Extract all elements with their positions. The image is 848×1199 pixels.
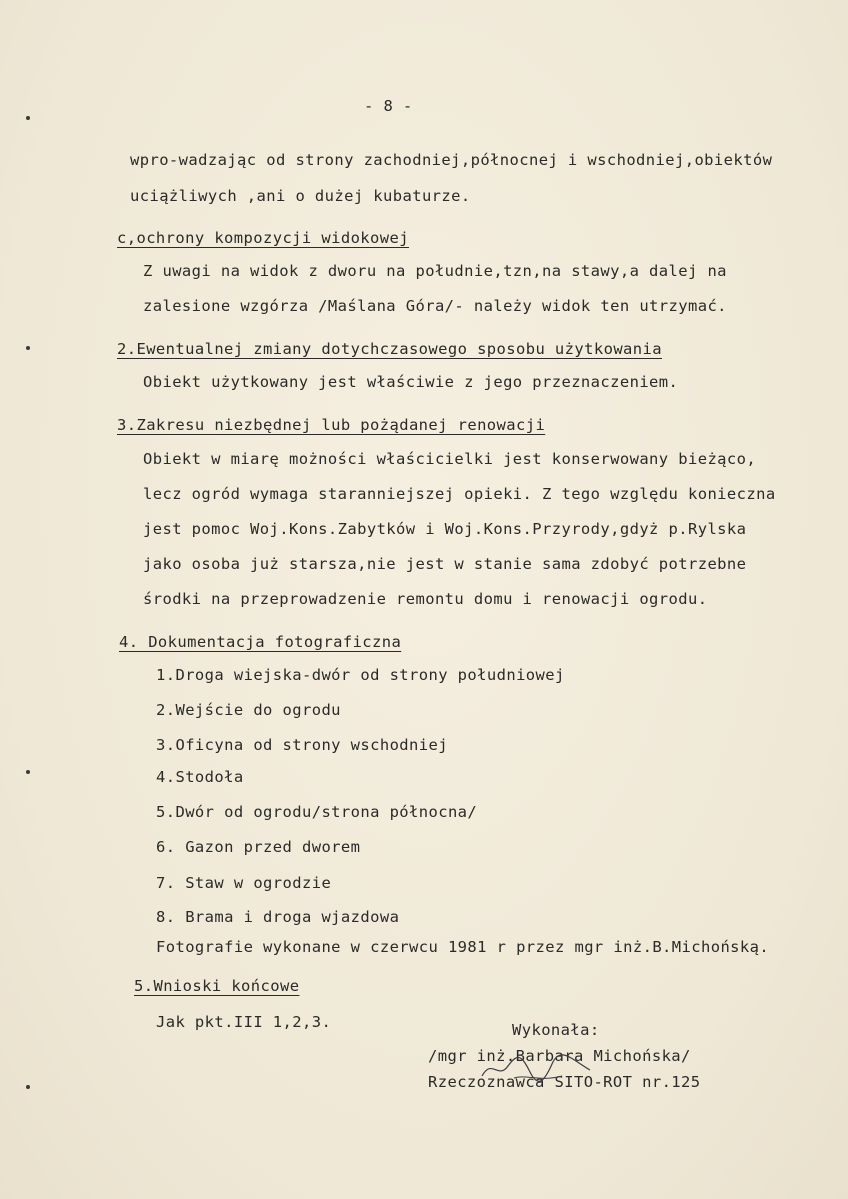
- signature-title: Rzeczoznawca SITO-ROT nr.125: [428, 1073, 701, 1091]
- text-line: zalesione wzgórza /Maślana Góra/- należy widok ten utrzymać.: [143, 297, 727, 315]
- text-line: Obiekt w miarę możności właścicielki jest konserwowany bieżąco,: [143, 450, 757, 468]
- text-line: jako osoba już starsza,nie jest w stanie sama zdobyć potrzebne: [143, 555, 747, 573]
- photo-list-item: 3.Oficyna od strony wschodniej: [156, 736, 448, 754]
- photo-list-item: 2.Wejście do ogrodu: [156, 701, 341, 719]
- text-line: Obiekt użytkowany jest właściwie z jego przeznaczeniem.: [143, 373, 679, 391]
- section-heading: 4. Dokumentacja fotograficzna: [119, 633, 402, 651]
- punch-mark: [26, 116, 30, 120]
- punch-mark: [26, 1085, 30, 1089]
- section-heading: c,ochrony kompozycji widokowej: [117, 229, 409, 247]
- photo-list-item: 4.Stodoła: [156, 768, 244, 786]
- page-number: - 8 -: [364, 97, 413, 115]
- text-line: jest pomoc Woj.Kons.Zabytków i Woj.Kons.Przyrody,gdyż p.Rylska: [143, 520, 747, 538]
- signature-name: /mgr inż.Barbara Michońska/: [428, 1047, 691, 1065]
- text-line: Z uwagi na widok z dworu na południe,tzn,na stawy,a dalej na: [143, 262, 727, 280]
- photo-list-item: 8. Brama i droga wjazdowa: [156, 908, 400, 926]
- text-line: wpro-wadzając od strony zachodniej,północnej i wschodniej,obiektów: [130, 151, 773, 169]
- section-heading: 3.Zakresu niezbędnej lub pożądanej renowacji: [117, 416, 546, 434]
- section-heading: 2.Ewentualnej zmiany dotychczasowego sposobu użytkowania: [117, 340, 662, 358]
- text-line: lecz ogród wymaga staranniejszej opieki. Z tego względu konieczna: [143, 485, 776, 503]
- text-line: środki na przeprowadzenie remontu domu i renowacji ogrodu.: [143, 590, 708, 608]
- signature-label: Wykonała:: [512, 1021, 600, 1039]
- text-line: uciążliwych ,ani o dużej kubaturze.: [130, 187, 471, 205]
- handwritten-signature: [478, 1048, 598, 1088]
- text-line: Jak pkt.III 1,2,3.: [156, 1013, 332, 1031]
- punch-mark: [26, 770, 30, 774]
- photo-list-item: 5.Dwór od ogrodu/strona północna/: [156, 803, 478, 821]
- photo-note: Fotografie wykonane w czerwcu 1981 r przez mgr inż.B.Michońską.: [156, 938, 770, 956]
- photo-list-item: 7. Staw w ogrodzie: [156, 874, 332, 892]
- photo-list-item: 6. Gazon przed dworem: [156, 838, 361, 856]
- punch-mark: [26, 346, 30, 350]
- photo-list-item: 1.Droga wiejska-dwór od strony południowej: [156, 666, 565, 684]
- section-heading: 5.Wnioski końcowe: [134, 977, 300, 995]
